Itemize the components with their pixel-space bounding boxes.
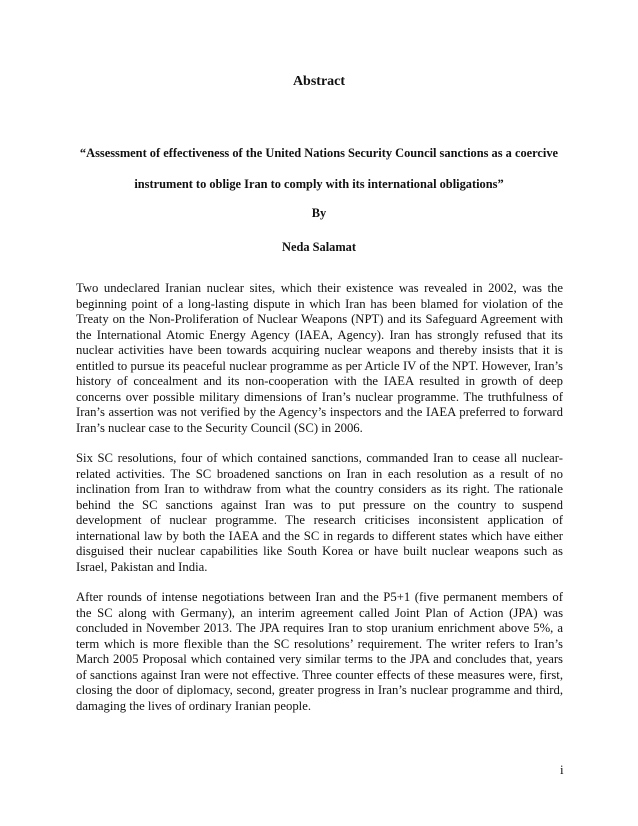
author-name: Neda Salamat <box>282 240 356 254</box>
abstract-paragraph-2: Six SC resolutions, four of which contained sanctions, commanded Iran to cease all nuclear-related activities. The SC broadened sanctions on Iran in each resolution as a result of no inclination from Iran to withdraw from what the country considers as its right. The rationale behind the SC sanctions against Iran was to put pressure on the country to suspend development of nuclear programme. The research criticises inconsistent application of international law by both the IAEA and the SC in regards to different states which have either disguised their nuclear capabilities like South Korea or have built nuclear weapons such as Israel, Pakistan and India. <box>76 451 563 574</box>
abstract-paragraph-1: Two undeclared Iranian nuclear sites, which their existence was revealed in 2002, was the beginning point of a long-lasting dispute in which Iran has been blamed for violation of the Treaty on the Non-Proliferation of Nuclear Weapons (NPT) and its Safeguard Agreement with the International Atomic Energy Agency (IAEA, Agency). Iran has strongly refused that its nuclear activities have been towards acquiring nuclear weapons and thereby insists that it is entitled to pursue its peaceful nuclear programme as per Article IV of the NPT. However, Iran’s history of concealment and its non-cooperation with the IAEA resulted in growth of deep concerns over possible military dimensions of Iran’s nuclear programme. The truthfulness of Iran’s assertion was not verified by the Agency’s inspectors and the IAEA preferred to forward Iran’s nuclear case to the Security Council (SC) in 2006. <box>76 281 563 435</box>
thesis-title-line-2: instrument to oblige Iran to comply with its international obligations” <box>134 177 504 191</box>
thesis-title <box>66 138 572 200</box>
page-number: i <box>560 762 564 777</box>
by-label: By <box>311 206 327 220</box>
abstract-body <box>76 281 563 729</box>
thesis-title-line-1: “Assessment of effectiveness of the United Nations Security Council sanctions as a coercive <box>79 146 559 160</box>
abstract-heading: Abstract <box>292 74 346 89</box>
abstract-paragraph-3: After rounds of intense negotiations between Iran and the P5+1 (five permanent members of the SC along with Germany), an interim agreement called Joint Plan of Action (JPA) was concluded in November 2013. The JPA requires Iran to stop uranium enrichment above 5%, a term which is more flexible than the SC resolutions’ requirement. The writer refers to Iran’s March 2005 Proposal which contained very similar terms to the JPA and concludes that, years of sanctions against Iran were not effective. Three counter effects of these measures were, first, closing the door of diplomacy, second, greater progress in Iran’s nuclear programme and third, damaging the lives of ordinary Iranian people. <box>76 590 563 713</box>
